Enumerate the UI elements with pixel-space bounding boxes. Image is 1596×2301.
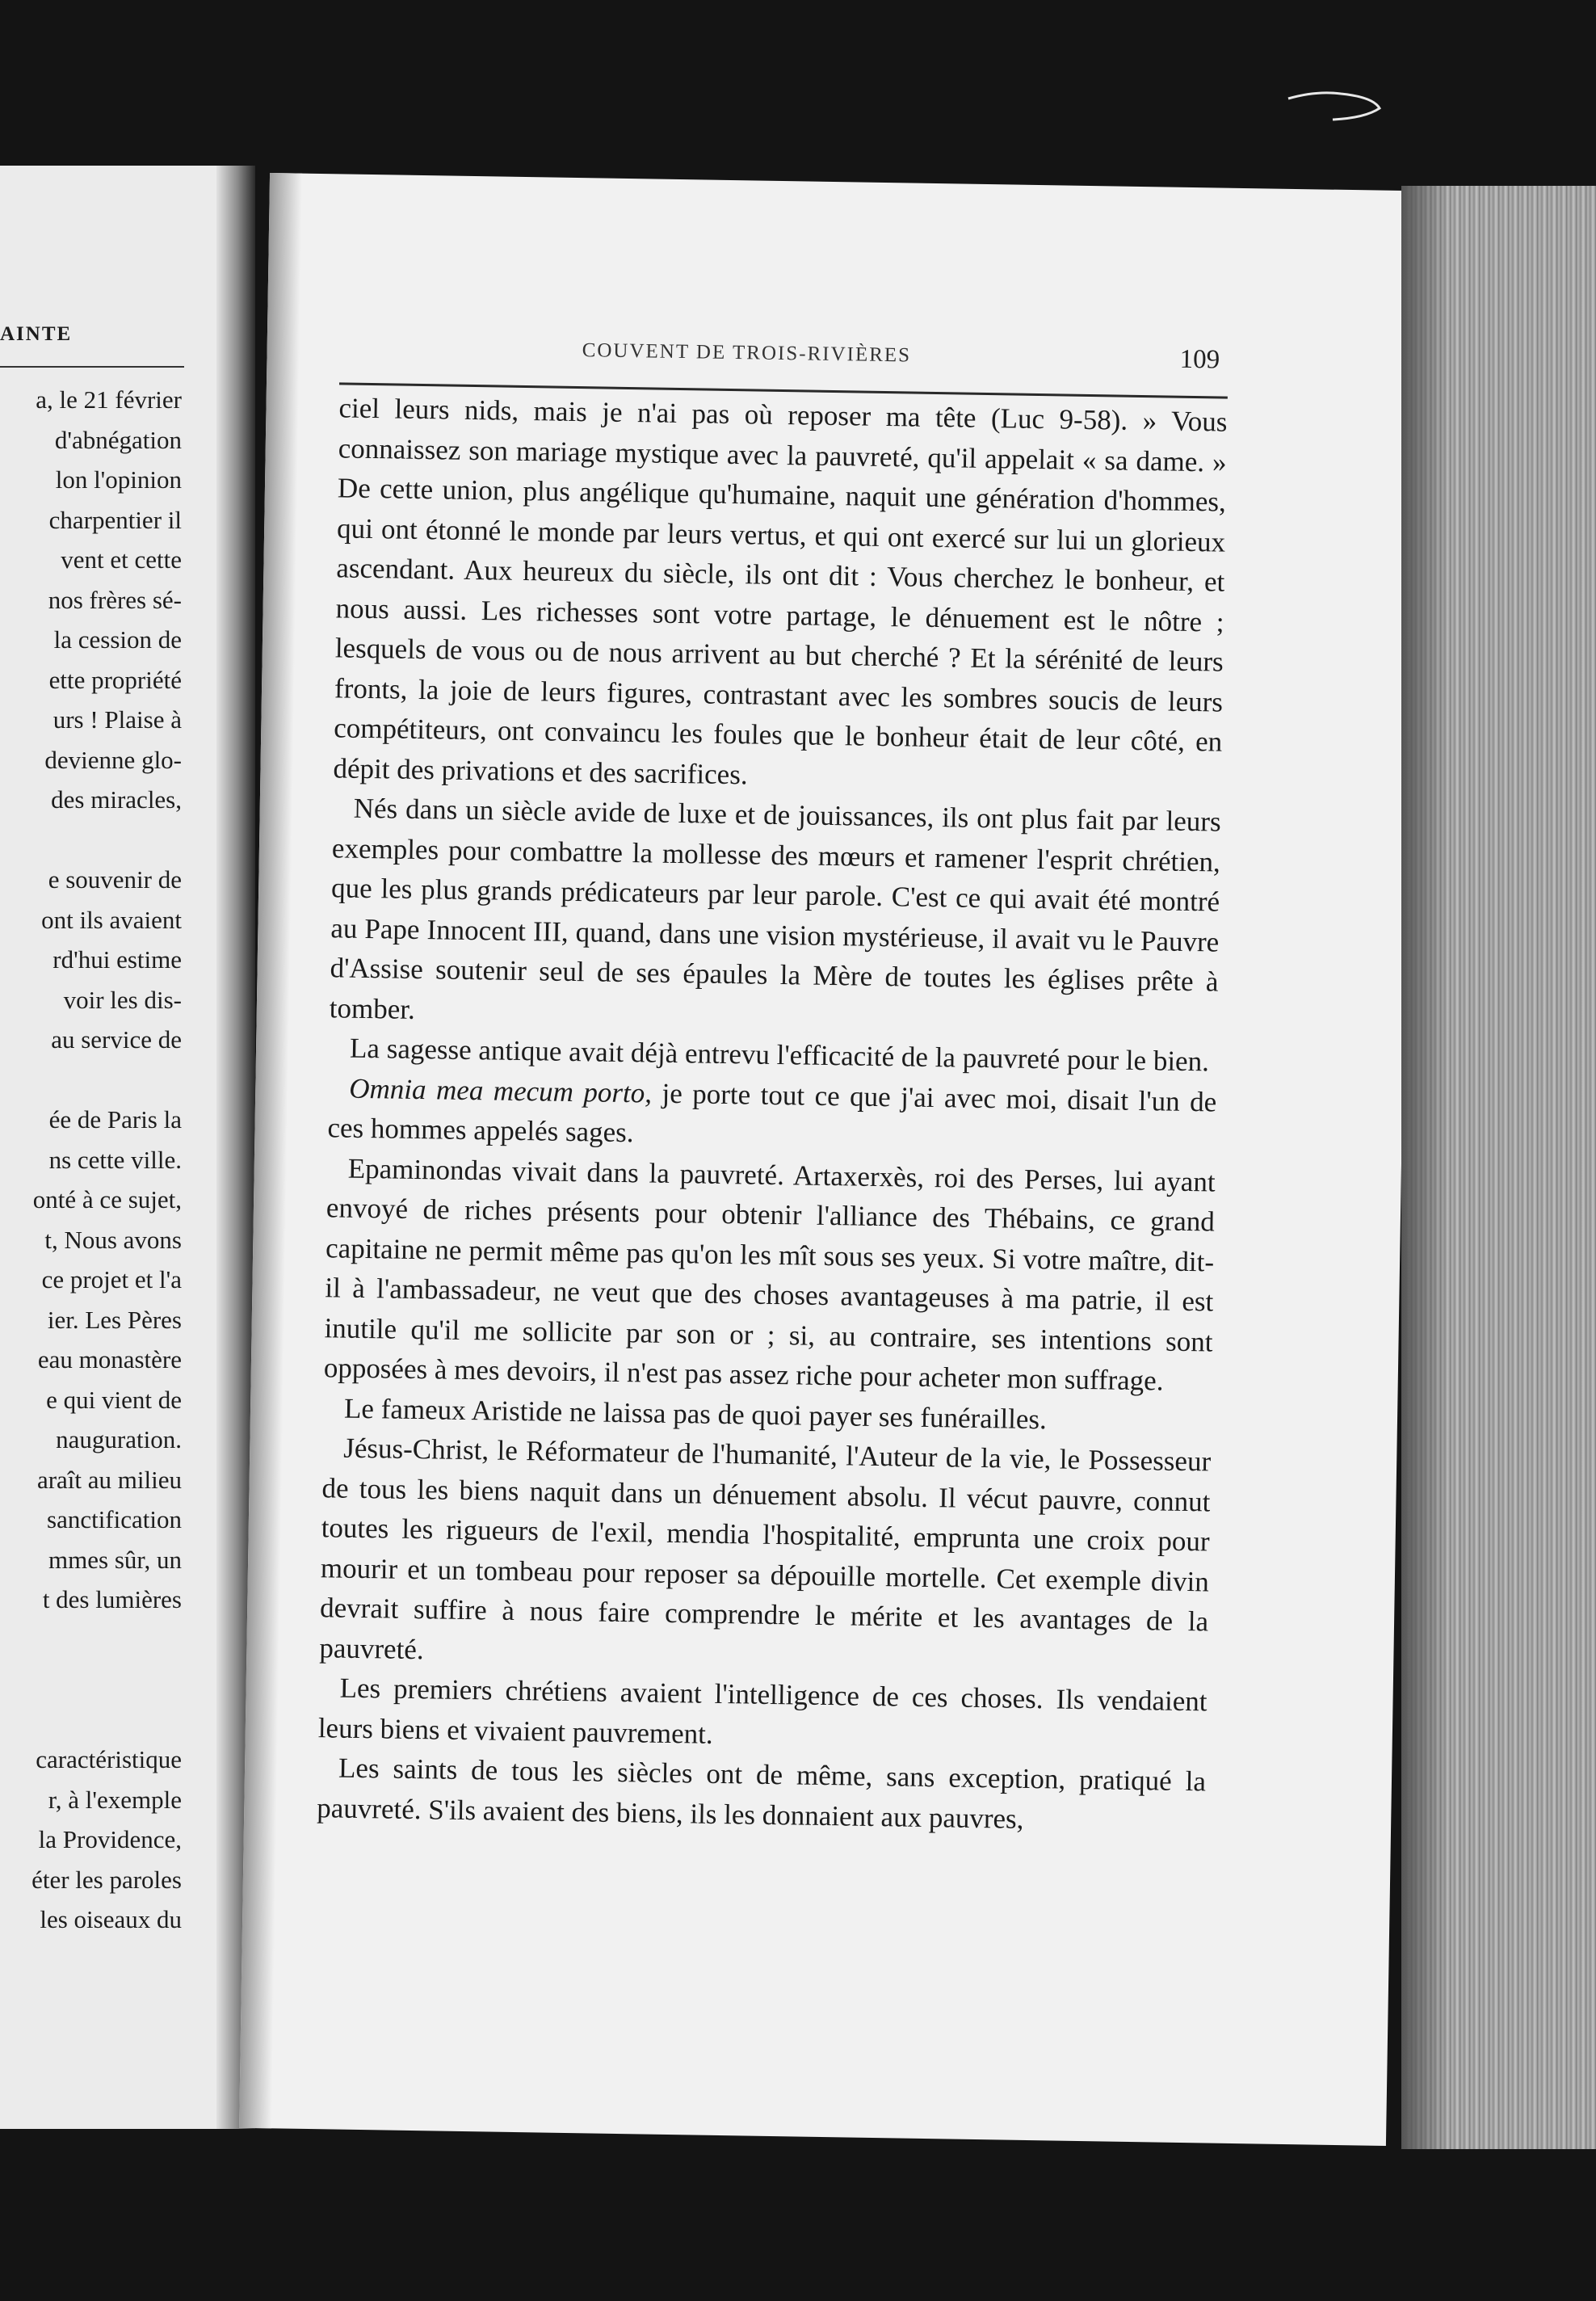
left-text-line: charpentier il bbox=[48, 505, 182, 534]
left-text-line: lon l'opinion bbox=[55, 465, 182, 494]
latin-quote: Omnia mea mecum porto, bbox=[349, 1072, 653, 1109]
left-text-line: urs ! Plaise à bbox=[52, 705, 182, 734]
page-number: 109 bbox=[1179, 344, 1220, 375]
paragraph: Epaminondas vivait dans la pauvreté. Artaxerxès, roi des Perses, lui ayant envoyé de riches présents pour obtenir l'alliance des Thébains, ce grand capitaine ne permit même pas qu'on les mît sous ses yeux. Si votre maître, dit-il à l'ambassadeur, ne veut que des choses avantageuses à ma patrie, il est inutile qu'il me sollicite par son or ; si, au contraire, ses intentions sont opposées à mes devoirs, il n'est pas assez riche pour acheter mon suffrage. bbox=[323, 1152, 1216, 1397]
left-text-line: caractéristique bbox=[36, 1745, 182, 1773]
left-text-line: t, Nous avons bbox=[44, 1225, 182, 1254]
quote-rest: je porte tout ce que j'ai avec moi, disait l'un de ces hommes appelés sages. bbox=[327, 1077, 1217, 1149]
left-text-line: la Providence, bbox=[38, 1825, 182, 1853]
left-page bbox=[0, 166, 234, 2129]
paragraph: Nés dans un siècle avide de luxe et de jouissances, ils ont plus fait par leurs exemples pour combattre la mollesse des mœurs et ramener l'esprit chrétien, que les plus grands prédicateurs par leur parole. C'est ce qui avait été montré au Pape Innocent III, quand, dans une vision mystérieuse, il avait vu le Pauvre d'Assise soutenir seul de ses épaules la Mère de toutes les églises prête à tomber. bbox=[329, 792, 1221, 1025]
left-text-column bbox=[0, 380, 182, 1940]
left-text-line bbox=[0, 1060, 182, 1100]
left-text-line: onté à ce sujet, bbox=[32, 1185, 182, 1214]
left-text-line: voir les dis- bbox=[63, 985, 182, 1014]
left-text-line: r, à l'exemple bbox=[48, 1785, 182, 1814]
right-page bbox=[239, 173, 1417, 2146]
left-text-line: ont ils avaient bbox=[41, 905, 182, 934]
left-text-line: rd'hui estime bbox=[52, 945, 182, 974]
quote-paragraph bbox=[327, 1068, 1216, 1162]
left-text-line: sanctification bbox=[47, 1505, 182, 1533]
left-text-line: éter les paroles bbox=[32, 1865, 182, 1894]
left-text-line: des miracles, bbox=[51, 785, 182, 814]
left-text-line bbox=[0, 1620, 182, 1660]
left-text-line: ier. Les Pères bbox=[47, 1305, 182, 1334]
left-text-line: eau monastère bbox=[37, 1345, 182, 1373]
page-edges-shadow bbox=[1401, 186, 1450, 2149]
left-text-line: devienne glo- bbox=[44, 745, 182, 774]
left-text-line bbox=[0, 1659, 182, 1700]
left-text-line: nos frères sé- bbox=[48, 585, 182, 614]
left-text-line: e qui vient de bbox=[46, 1385, 182, 1414]
left-text-line bbox=[0, 1700, 182, 1740]
left-text-line: a, le 21 février bbox=[36, 385, 182, 414]
left-text-line: ette propriété bbox=[48, 665, 182, 694]
paragraph: ciel leurs nids, mais je n'ai pas où reposer ma tête (Luc 9-58). » Vous connaissez son mariage mystique avec la pauvreté, qu'il appelait « sa dame. » De cette union, plus angélique qu'humaine, naquit une génération d'hommes, qui ont étonné le monde par leurs vertus, et qui ont exercé sur lui un glorieux ascendant. Aux heureux du siècle, ils ont dit : Vous cherchez le bonheur, et nous aussi. Les richesses sont votre partage, le dénuement est le nôtre ; lesquels de vous ou de nous arrivent au but cherché ? Et la sérénité de leurs fronts, la joie de leurs figures, contrastant avec les sombres soucis de leurs compétiteurs, ont convaincu les foules que le bonheur était de leur côté, en dépit des privations et des sacrifices. bbox=[333, 392, 1228, 790]
left-text-line: t des lumières bbox=[42, 1585, 182, 1613]
left-text-line: au service de bbox=[51, 1025, 182, 1054]
body-text bbox=[317, 388, 1228, 1841]
left-text-line: la cession de bbox=[53, 625, 182, 654]
pen-mark-icon bbox=[1284, 81, 1389, 129]
left-text-line: araît au milieu bbox=[36, 1465, 182, 1494]
paragraph: Les premiers chrétiens avaient l'intelligence de ces choses. Ils vendaient leurs biens et vivaient pauvrement. bbox=[317, 1672, 1208, 1750]
paragraph: La sagesse antique avait déjà entrevu l'efficacité de la pauvreté pour le bien. bbox=[349, 1032, 1210, 1078]
left-text-line bbox=[0, 820, 182, 860]
left-text-line: ée de Paris la bbox=[48, 1105, 182, 1134]
left-text-line: e souvenir de bbox=[48, 865, 182, 894]
paragraph: Les saints de tous les siècles ont de même, sans exception, pratiqué la pauvreté. S'ils avaient des biens, ils les donnaient aux pauvres, bbox=[317, 1752, 1207, 1835]
left-running-head: AINTE bbox=[0, 323, 73, 345]
left-text-line: les oiseaux du bbox=[40, 1905, 182, 1933]
left-text-line: ce projet et l'a bbox=[41, 1265, 182, 1294]
left-text-line: vent et cette bbox=[61, 545, 182, 574]
paragraph: Jésus-Christ, le Réformateur de l'humanité, l'Auteur de la vie, le Possesseur de tous les biens naquit dans un dénuement absolu. Il vécut pauvre, connut toutes les rigueurs de l'exil, mendia l'hospitalité, emprunta une croix pour mourir et un tombeau pour reposer sa dépouille mortelle. Cet exemple divin devrait suffire à nous faire comprendre le mérite et les avantages de la pauvreté. bbox=[319, 1432, 1212, 1665]
left-text-line: d'abnégation bbox=[54, 425, 182, 454]
paragraph: Le fameux Aristide ne laissa pas de quoi payer ses funérailles. bbox=[343, 1392, 1048, 1435]
left-text-line: mmes sûr, un bbox=[48, 1545, 182, 1574]
left-text-line: ns cette ville. bbox=[48, 1145, 182, 1174]
running-head: COUVENT DE TROIS-RIVIÈRES bbox=[582, 339, 912, 367]
left-head-rule bbox=[0, 366, 184, 368]
left-text-line: nauguration. bbox=[56, 1425, 182, 1453]
